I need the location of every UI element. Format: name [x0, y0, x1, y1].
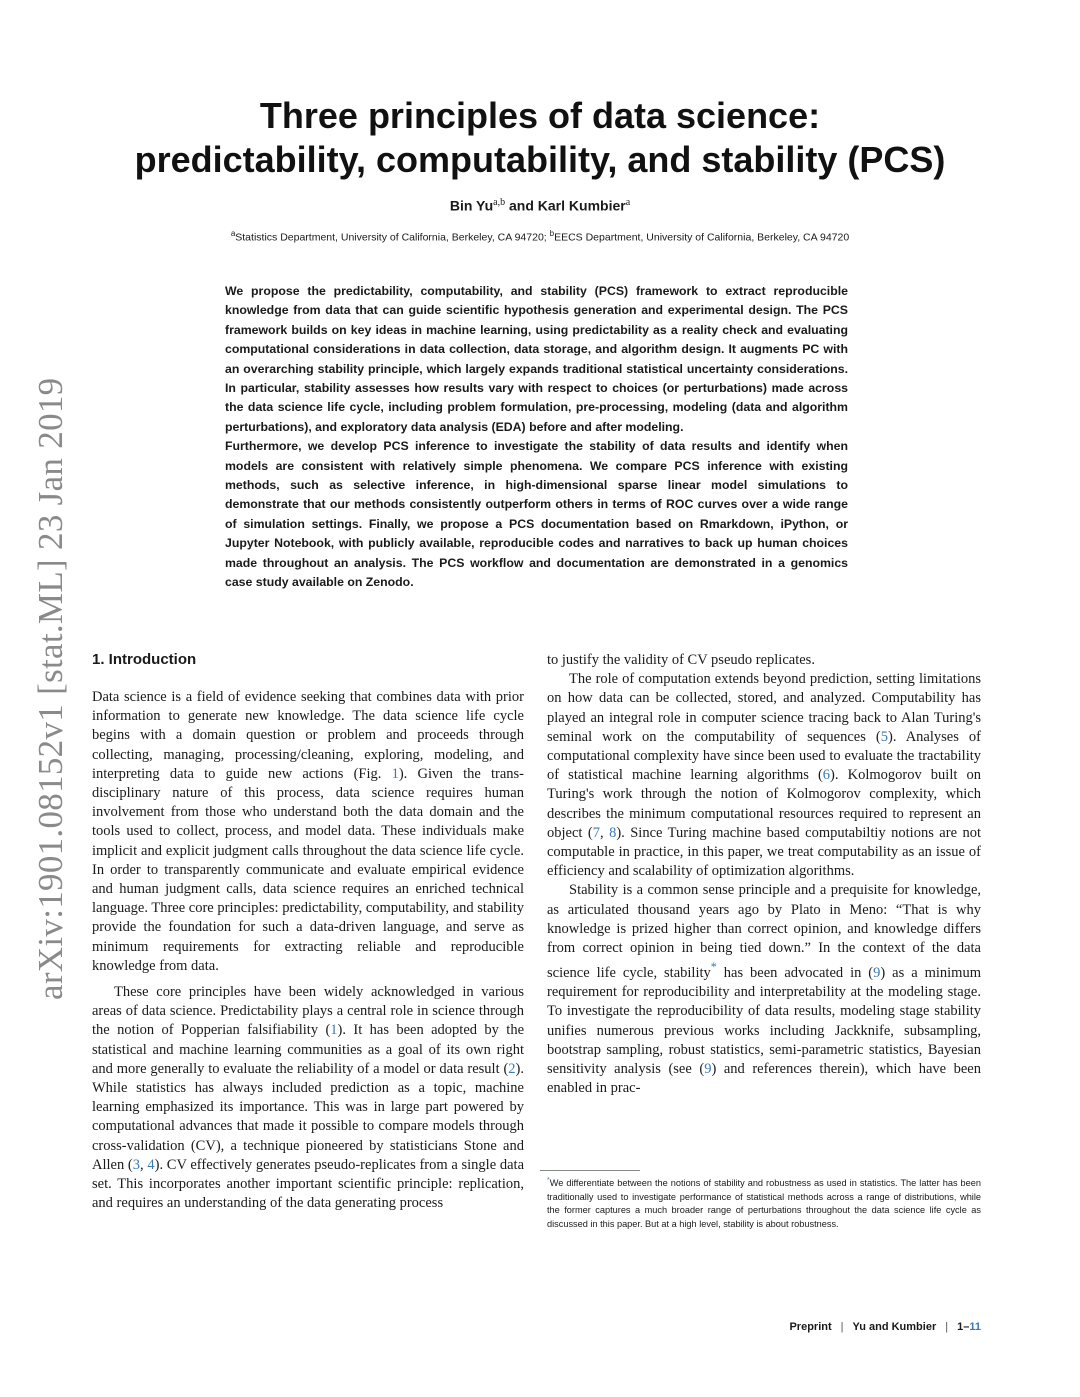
affiliation-mark: b [549, 229, 555, 238]
citation-link[interactable]: 9 [704, 1061, 712, 1078]
citation-link[interactable]: 1 [330, 1022, 338, 1039]
page-number: 1 [957, 1321, 964, 1333]
footnote [547, 1174, 981, 1231]
body-paragraph [547, 670, 981, 881]
text-run: ). CV effectively generates pseudo-replicates from a single data set. This incorporates another important scientific principle: replication, and requires an understanding of the data generating process [92, 1156, 525, 1212]
author-conjunction: and [509, 197, 534, 214]
citation-link[interactable]: 8 [609, 824, 617, 841]
citation-link[interactable]: 9 [873, 965, 881, 982]
left-column [92, 688, 524, 1213]
text-run: , [599, 824, 610, 841]
text-run: ). It has been adopted by the statistical and machine learning communities as a goal of its own right and more generally to evaluate the reliability of a model or data result ( [92, 1022, 524, 1077]
text-run: ). Kolmogorov built on Turing's work through the notion of Kolmogorov complexity, which describes the minimum computational resources required to represent an object ( [547, 767, 981, 841]
body-paragraph: to justify the validity of CV pseudo replicates. [547, 652, 815, 668]
citation-link[interactable]: 7 [592, 824, 600, 841]
abstract-paragraph: We propose the predictability, computability, and stability (PCS) framework to extract reproducible knowledge from data that can guide scientific hypothesis generation and experimental design. The PCS framework builds on key ideas in machine learning, using predictability as a reality check and evaluating computational considerations in data collection, data storage, and algorithm design. It augments PC with an overarching stability principle, which largely expands traditional statistical uncertainty considerations. In particular, stability assesses how results vary with respect to choices (or perturbations) made across the data science life cycle, including problem formulation, pre-processing, modeling (data and algorithm perturbations), and exploratory data analysis (EDA) before and after modeling. [225, 284, 848, 434]
footnote-mark: * [547, 1177, 550, 1184]
text-run: Data science is a field of evidence seeking that combines data with prior information to generate new knowledge. The data science life cycle begins with a domain question or problem and proceeds through collecting, managing, processing/cleaning, exploring, modeling, and interpreting data to guide new actions (Fig. [92, 689, 524, 782]
arxiv-identifier-stamp: arXiv:1901.08152v1 [stat.ML] 23 Jan 2019 [31, 377, 70, 1000]
author-affiliation-mark: a,b [493, 197, 506, 208]
text-run: ) and references therein), which have been enabled in prac- [547, 1061, 981, 1097]
affiliation-text: EECS Department, University of California, Berkeley, CA 94720 [554, 231, 850, 244]
affiliation-text: Statistics Department, University of California, Berkeley, CA 94720; [235, 231, 547, 244]
page-dash: – [963, 1321, 970, 1333]
text-run: ). Given the trans-disciplinary nature of this process, data science requires human involvement from those who understand both the data domain and the tools used to collect, process, and model data. These individuals make implicit and explicit judgment calls throughout the data science life cycle. In order to transparently communicate and evaluate empirical evidence and human judgment calls, data science requires an enriched technical language. Three core principles: predictability, computability, and stability provide the foundation for such a data-driven language, and serve as minimum requirements for extracting reliable and reproducible knowledge from data. [92, 765, 525, 974]
figure-ref-link[interactable]: 1 [391, 765, 399, 782]
section-heading: 1. Introduction [92, 651, 197, 668]
text-run: ) as a minimum requirement for reproducibility and interpretability at the modeling stage. To investigate the reproducibility of data results, modeling stage stability unifies numerous previous works including Jackknife, subsampling, bootstrap sampling, robust statistics, semi-parametric statistics, Bayesian sensitivity analysis (see ( [547, 965, 981, 1078]
footnote-marker[interactable]: * [710, 960, 717, 975]
footnote-divider [540, 1170, 640, 1171]
citation-link[interactable]: 2 [508, 1060, 516, 1077]
footnote-text: We differentiate between the notions of stability and robustness as used in statistics. The latter has been traditionally used to investigate performance of statistical methods across a range of distributions, while the former captures a much broader range of perturbations throughout the data science life cycle as discussed in this paper. But at a high level, stability is about robustness. [547, 1178, 981, 1229]
text-run: These core principles have been widely acknowledged in various areas of data science. Predictability plays a central role in science through the notion of Popperian falsifiability ( [92, 984, 524, 1039]
citation-link[interactable]: 4 [147, 1156, 155, 1173]
title-line-2: predictability, computability, and stability (PCS) [134, 139, 946, 180]
body-paragraph [547, 881, 981, 1098]
author-line [60, 197, 1020, 214]
text-run: has been advocated in ( [716, 965, 874, 982]
footer-label: Preprint [789, 1321, 832, 1333]
footer-separator: | [945, 1321, 949, 1333]
body-paragraph [92, 983, 524, 1213]
text-run: ). Analyses of computational complexity have since been used to evaluate the tractability of statistical machine learning algorithms ( [547, 728, 982, 784]
citation-link[interactable]: 3 [132, 1156, 141, 1173]
affiliation-mark: a [230, 229, 236, 238]
text-run: , [140, 1156, 148, 1173]
author-name: Karl Kumbier [537, 197, 626, 214]
text-run: ). Since Turing machine based computabiltiy notions are not computable in practice, in this paper, we treat computability as an issue of efficiency and scalability of optimization algorithms. [547, 824, 982, 880]
paper-title [60, 94, 1020, 182]
abstract-paragraph: Furthermore, we develop PCS inference to investigate the stability of data results and identify when models are consistent with relatively simple phenomena. We compare PCS inference with existing methods, such as selective inference, in high-dimensional sparse linear model simulations to demonstrate that our methods consistently outperform others in terms of ROC curves over a wide range of simulation settings. Finally, we propose a PCS documentation based on Rmarkdown, iPython, or Jupyter Notebook, with publicly available, reproducible codes and narratives to back up human choices made throughout an analysis. The PCS workflow and documentation are demonstrated in a genomics case study available on Zenodo. [225, 439, 848, 590]
page-total-link[interactable]: 11 [969, 1321, 981, 1333]
page-footer [640, 1321, 981, 1333]
right-column [547, 651, 981, 1099]
title-line-1: Three principles of data science: [259, 95, 821, 136]
citation-link[interactable]: 6 [822, 767, 831, 784]
footer-separator: | [840, 1321, 844, 1333]
text-run: Stability is a common sense principle and a prequisite for knowledge, as articulated thousand years ago by Plato in Meno: “That is why knowledge is prized higher than correct opinion, and knowledge differs from correct opinion in being tied down.” In the context of the data science life cycle, stability [547, 882, 981, 982]
footer-authors: Yu and Kumbier [852, 1321, 937, 1333]
body-paragraph [92, 688, 524, 976]
author-name: Bin Yu [449, 197, 494, 214]
text-run: ). While statistics has always included prediction as a topic, machine learning emphasized its importance. This was in large part powered by computational advances that made it possible to compare models through cross-validation (CV), a technique pioneered by statisticians Stone and Allen ( [92, 1060, 524, 1173]
citation-link[interactable]: 5 [880, 728, 888, 745]
affiliations [60, 229, 1020, 244]
text-run: The role of computation extends beyond prediction, setting limitations on how data can be collected, stored, and analyzed. Computability has played an integral role in computer science tracing back to Alan Turing's seminal work on the computability of sequences ( [547, 671, 981, 745]
author-affiliation-mark: a [625, 197, 631, 208]
abstract [225, 282, 848, 593]
